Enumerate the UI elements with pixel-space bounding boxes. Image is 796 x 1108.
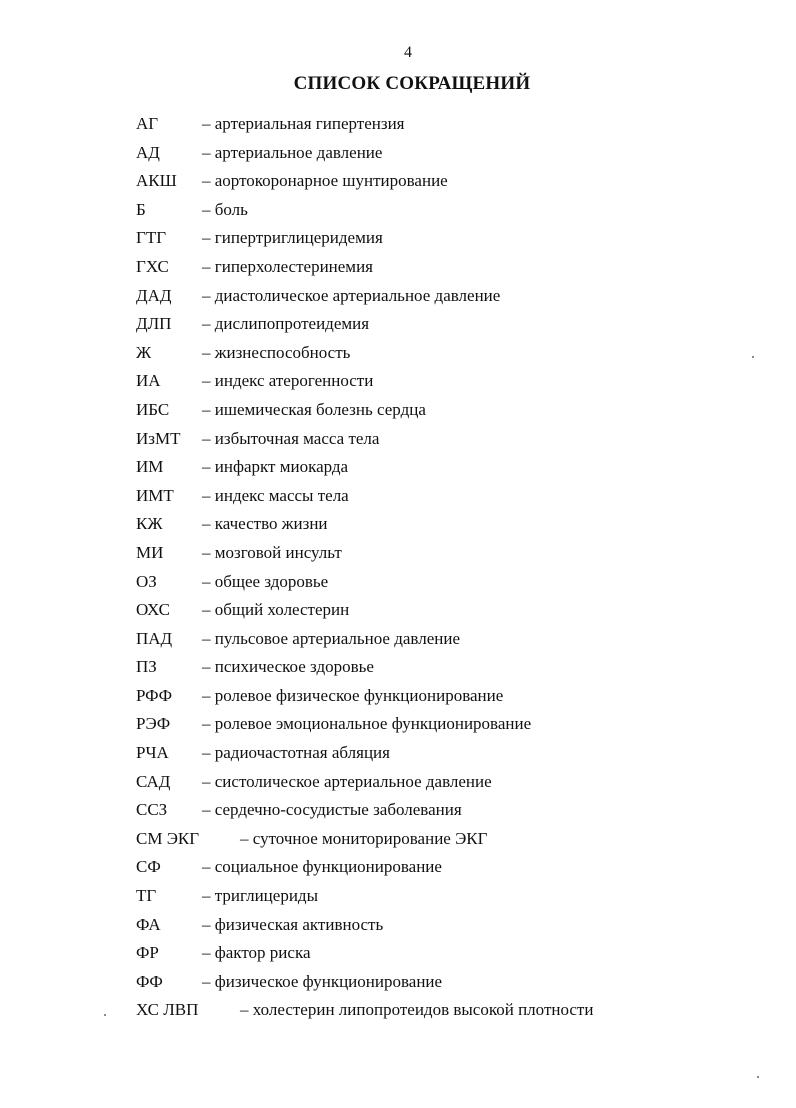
- abbreviation-term: АД: [136, 142, 160, 162]
- abbreviation-row: [136, 284, 756, 313]
- abbreviation-term: ССЗ: [136, 800, 168, 820]
- abbreviation-row: [136, 655, 756, 684]
- abbreviation-row: [136, 884, 756, 913]
- abbreviation-definition: – физическая активность: [202, 914, 384, 934]
- abbreviation-term: ДАД: [136, 285, 172, 305]
- abbreviation-definition: – общий холестерин: [202, 600, 350, 620]
- abbreviation-row: [136, 427, 756, 456]
- abbreviation-definition: – гиперхолестеринемия: [202, 256, 373, 276]
- abbreviation-definition: – физическое функционирование: [202, 971, 443, 991]
- abbreviation-term: ОХС: [136, 600, 170, 620]
- abbreviation-definition: – общее здоровье: [202, 571, 329, 591]
- abbreviation-definition: – сердечно-сосудистые заболевания: [202, 800, 462, 820]
- abbreviation-definition: – гипертриглицеридемия: [202, 228, 383, 248]
- abbreviation-term: ИзМТ: [136, 428, 181, 448]
- abbreviation-definition: – дислипопротеидемия: [202, 314, 370, 334]
- abbreviation-term: СФ: [136, 857, 161, 877]
- scan-speck: [752, 356, 754, 358]
- abbreviation-row: [136, 970, 756, 999]
- abbreviation-term: РФФ: [136, 685, 173, 705]
- abbreviation-definition: – диастолическое артериальное давление: [202, 285, 501, 305]
- abbreviation-definition: – боль: [202, 199, 248, 219]
- abbreviation-term: ГТГ: [136, 228, 167, 248]
- abbreviation-row: [136, 226, 756, 255]
- abbreviation-definition: – индекс атерогенности: [202, 371, 374, 391]
- abbreviation-definition: – избыточная масса тела: [202, 428, 380, 448]
- abbreviation-row: [136, 798, 756, 827]
- abbreviation-row: [136, 341, 756, 370]
- abbreviation-term: Б: [136, 199, 146, 219]
- abbreviation-definition: – ишемическая болезнь сердца: [202, 399, 426, 419]
- abbreviation-term: ПАД: [136, 628, 173, 648]
- abbreviation-row: [136, 827, 756, 856]
- abbreviation-definition: – фактор риска: [202, 943, 311, 963]
- abbreviation-definition: – артериальное давление: [202, 142, 383, 162]
- abbreviation-row: [136, 913, 756, 942]
- abbreviation-definition: – холестерин липопротеидов высокой плотности: [240, 1000, 594, 1020]
- page-number: 4: [404, 44, 412, 61]
- abbreviation-row: [136, 684, 756, 713]
- abbreviation-term: ПЗ: [136, 657, 157, 677]
- abbreviation-row: [136, 541, 756, 570]
- abbreviation-row: [136, 369, 756, 398]
- abbreviation-definition: – суточное мониторирование ЭКГ: [240, 828, 488, 848]
- abbreviation-row: [136, 398, 756, 427]
- abbreviation-definition: – психическое здоровье: [202, 657, 374, 677]
- abbreviation-definition: – систолическое артериальное давление: [202, 771, 492, 791]
- abbreviation-definition: – пульсовое артериальное давление: [202, 628, 460, 648]
- abbreviation-term: ИБС: [136, 399, 170, 419]
- abbreviation-definition: – индекс массы тела: [202, 485, 349, 505]
- abbreviation-definition: – аортокоронарное шунтирование: [202, 171, 448, 191]
- abbreviation-row: [136, 941, 756, 970]
- abbreviation-row: [136, 169, 756, 198]
- abbreviation-term: ФФ: [136, 971, 163, 991]
- abbreviation-row: [136, 512, 756, 541]
- abbreviation-term: ГХС: [136, 256, 169, 276]
- abbreviation-term: КЖ: [136, 514, 163, 534]
- abbreviation-term: ИА: [136, 371, 161, 391]
- abbreviation-term: РЭФ: [136, 714, 171, 734]
- abbreviation-definition: – артериальная гипертензия: [202, 114, 405, 133]
- abbreviation-term: ОЗ: [136, 571, 157, 591]
- abbreviation-definition: – ролевое физическое функционирование: [202, 685, 504, 705]
- abbreviation-term: ФР: [136, 943, 159, 963]
- scan-speck: [104, 1014, 106, 1016]
- abbreviation-definition: – триглицериды: [202, 886, 318, 906]
- abbreviation-definition: – жизнеспособность: [202, 342, 351, 362]
- abbreviation-row: [136, 770, 756, 799]
- abbreviation-definition: – инфаркт миокарда: [202, 457, 349, 477]
- abbreviation-term: РЧА: [136, 743, 169, 763]
- abbreviation-definition: – ролевое эмоциональное функционирование: [202, 714, 532, 734]
- abbreviation-row: [136, 627, 756, 656]
- abbreviation-row: [136, 255, 756, 284]
- abbreviation-term: ХС ЛВП: [136, 1000, 199, 1020]
- abbreviation-row: [136, 312, 756, 341]
- abbreviation-row: [136, 598, 756, 627]
- abbreviation-definition: – социальное функционирование: [202, 857, 442, 877]
- abbreviation-term: СМ ЭКГ: [136, 828, 200, 848]
- page-title: СПИСОК СОКРАЩЕНИЙ: [293, 73, 531, 94]
- abbreviation-row: [136, 455, 756, 484]
- abbreviation-term: АГ: [136, 114, 159, 133]
- abbreviation-row: [136, 570, 756, 599]
- abbreviation-term: ФА: [136, 914, 161, 934]
- abbreviation-row: [136, 998, 756, 1027]
- abbreviation-term: АКШ: [136, 171, 177, 191]
- abbreviation-term: ИМ: [136, 457, 164, 477]
- abbreviation-definition: – качество жизни: [202, 514, 328, 534]
- scan-speck: [757, 1076, 759, 1078]
- abbreviation-term: ТГ: [136, 886, 157, 906]
- abbreviation-definition: – радиочастотная абляция: [202, 743, 390, 763]
- abbreviation-term: МИ: [136, 542, 164, 562]
- abbreviation-list: [136, 112, 756, 1027]
- abbreviation-definition: – мозговой инсульт: [202, 542, 342, 562]
- abbreviation-term: ИМТ: [136, 485, 174, 505]
- abbreviation-row: [136, 741, 756, 770]
- abbreviation-term: ДЛП: [136, 314, 172, 334]
- abbreviation-row: [136, 712, 756, 741]
- abbreviation-row: [136, 484, 756, 513]
- abbreviation-term: САД: [136, 771, 171, 791]
- abbreviation-row: [136, 112, 756, 141]
- abbreviation-row: [136, 141, 756, 170]
- abbreviation-term: Ж: [136, 342, 152, 362]
- abbreviation-row: [136, 855, 756, 884]
- abbreviation-row: [136, 198, 756, 227]
